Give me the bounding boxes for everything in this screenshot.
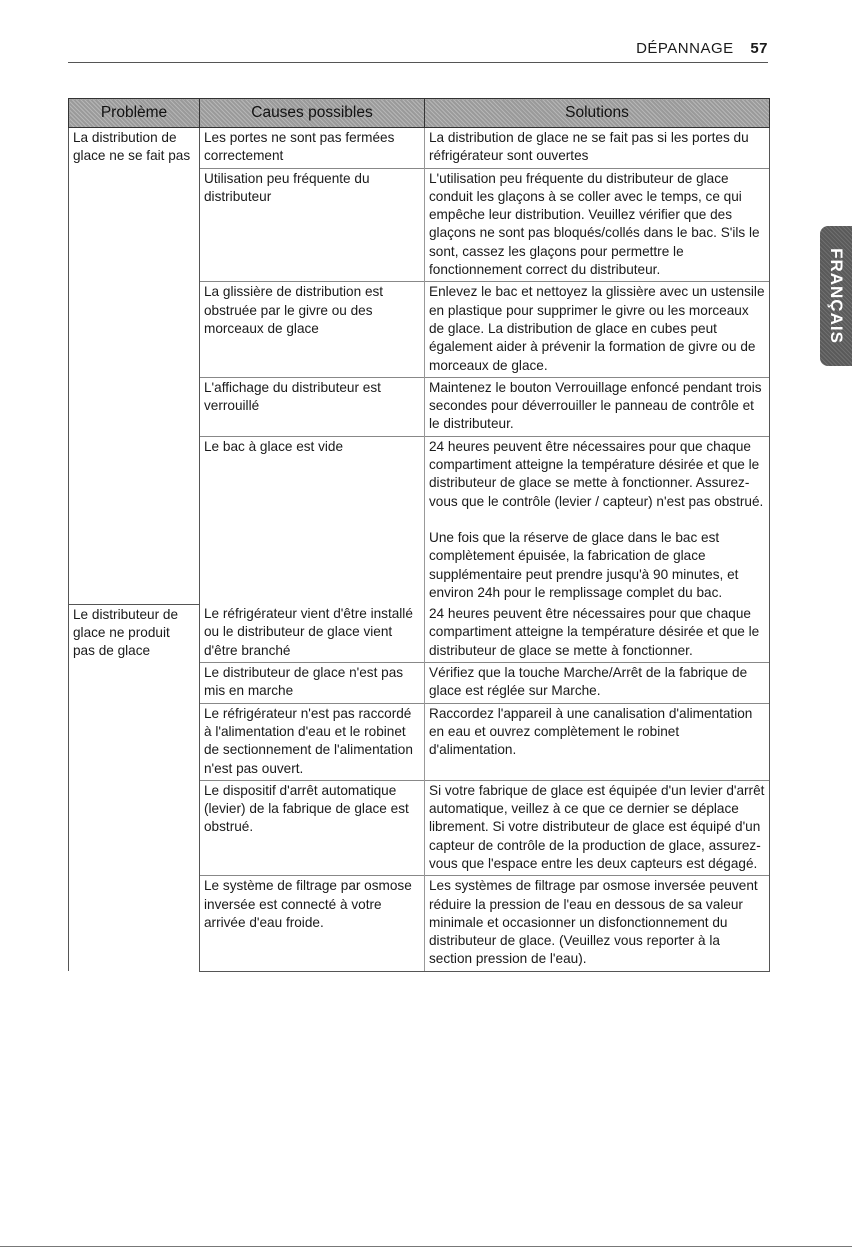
page-number: 57 bbox=[750, 40, 768, 57]
solution-cell bbox=[425, 780, 770, 875]
column-header-causes: Causes possibles bbox=[200, 99, 425, 128]
problem-cell: Le distributeur de glace ne produit pas de glace bbox=[69, 604, 200, 971]
solution-cell bbox=[425, 282, 770, 377]
page-bottom-rule bbox=[0, 1246, 852, 1247]
solution-cell bbox=[425, 168, 770, 282]
cause-cell: La glissière de distribution est obstruée par le givre ou des morceaux de glace bbox=[200, 282, 425, 377]
solution-paragraph: Enlevez le bac et nettoyez la glissière avec un ustensile en plastique pour supprimer le givre ou les morceaux de glace. La distribution de glace en cubes peut également aider à prévenir la formation de givre ou de morceaux de glace. bbox=[429, 284, 765, 373]
section-title: DÉPANNAGE bbox=[636, 40, 734, 57]
solution-paragraph: 24 heures peuvent être nécessaires pour que chaque compartiment atteigne la température désirée et que le distributeur de glace se mette à fonctionner. bbox=[429, 606, 760, 658]
table-body bbox=[69, 128, 770, 972]
cause-cell: Le système de filtrage par osmose inversée est connecté à votre arrivée d'eau froide. bbox=[200, 876, 425, 971]
problem-cell: La distribution de glace ne se fait pas bbox=[69, 128, 200, 605]
troubleshooting-table bbox=[68, 98, 770, 972]
cause-cell: Le distributeur de glace n'est pas mis en marche bbox=[200, 663, 425, 704]
cause-cell: Le bac à glace est vide bbox=[200, 436, 425, 604]
header-rule bbox=[68, 62, 768, 63]
solution-cell bbox=[425, 663, 770, 704]
solution-paragraph: L'utilisation peu fréquente du distributeur de glace conduit les glaçons à se coller avec le temps, ce qui empêche leur distribution. Veuillez vérifier que des glaçons ne sont pas bloqués/collés dans le bac. S'ils le sont, cassez les glaçons pour permettre le fonctionnement correct du distributeur. bbox=[429, 170, 760, 278]
cause-cell: Le réfrigérateur vient d'être installé ou le distributeur de glace vient d'être branché bbox=[204, 606, 413, 658]
solution-paragraph: Maintenez le bouton Verrouillage enfoncé pendant trois secondes pour déverrouiller le panneau de contrôle et le distributeur. bbox=[429, 379, 762, 432]
cause-cell: Le dispositif d'arrêt automatique (levier) de la fabrique de glace est obstrué. bbox=[200, 780, 425, 875]
solution-cell bbox=[425, 604, 770, 662]
solution-cell bbox=[425, 703, 770, 780]
column-header-problem: Problème bbox=[69, 99, 200, 128]
solution-paragraph: Les systèmes de filtrage par osmose inversée peuvent réduire la pression de l'eau en dessous de sa valeur minimale et occasionner un disfonctionnement du distributeur de glace. (Veuillez vous reporter à la section pression de l'eau). bbox=[429, 878, 758, 967]
table-row bbox=[69, 604, 770, 662]
cause-cell: L'affichage du distributeur est verrouillé bbox=[200, 377, 425, 436]
cause-cell: Le réfrigérateur n'est pas raccordé à l'alimentation d'eau et le robinet de sectionnement de l'alimentation n'est pas ouvert. bbox=[200, 703, 425, 780]
solution-paragraph: Vérifiez que la touche Marche/Arrêt de la fabrique de glace est réglée sur Marche. bbox=[429, 665, 748, 699]
table-header-row bbox=[69, 99, 770, 128]
language-side-tab bbox=[820, 226, 852, 366]
cause-cell: Utilisation peu fréquente du distributeur bbox=[200, 168, 425, 282]
cause-cell: Les portes ne sont pas fermées correctement bbox=[204, 130, 395, 164]
solution-cell bbox=[425, 876, 770, 971]
solution-cell bbox=[425, 377, 770, 436]
solution-cell bbox=[425, 128, 770, 169]
solution-paragraph: La distribution de glace ne se fait pas si les portes du réfrigérateur sont ouvertes bbox=[429, 130, 749, 164]
solution-paragraph: Raccordez l'appareil à une canalisation d'alimentation en eau et ouvrez complètement le robinet d'alimentation. bbox=[429, 705, 753, 758]
solution-paragraph: Une fois que la réserve de glace dans le bac est complètement épuisée, la fabrication de glace supplémentaire peut prendre jusqu'à 90 minutes, et environ 24h pour le remplissage complet du bac. bbox=[429, 529, 739, 600]
page-header bbox=[636, 40, 768, 57]
solution-paragraph: Si votre fabrique de glace est équipée d'un levier d'arrêt automatique, veillez à ce que ce dernier se déplace librement. Si votre distributeur de glace est équipé d'un capteur de contrôle de la production de glace, assurez-vous que l'espace entre les deux capteurs est dégagé. bbox=[429, 782, 765, 871]
table-row bbox=[69, 128, 770, 169]
solution-paragraph: 24 heures peuvent être nécessaires pour que chaque compartiment atteigne la température désirée et que le distributeur de glace se mette à fonctionner. Assurez-vous que le contrôle (levier / capteur) n'est pas obstrué. bbox=[429, 438, 764, 509]
column-header-solutions: Solutions bbox=[425, 99, 770, 128]
solution-cell bbox=[425, 436, 770, 604]
language-tab-label: FRANÇAIS bbox=[827, 248, 846, 344]
